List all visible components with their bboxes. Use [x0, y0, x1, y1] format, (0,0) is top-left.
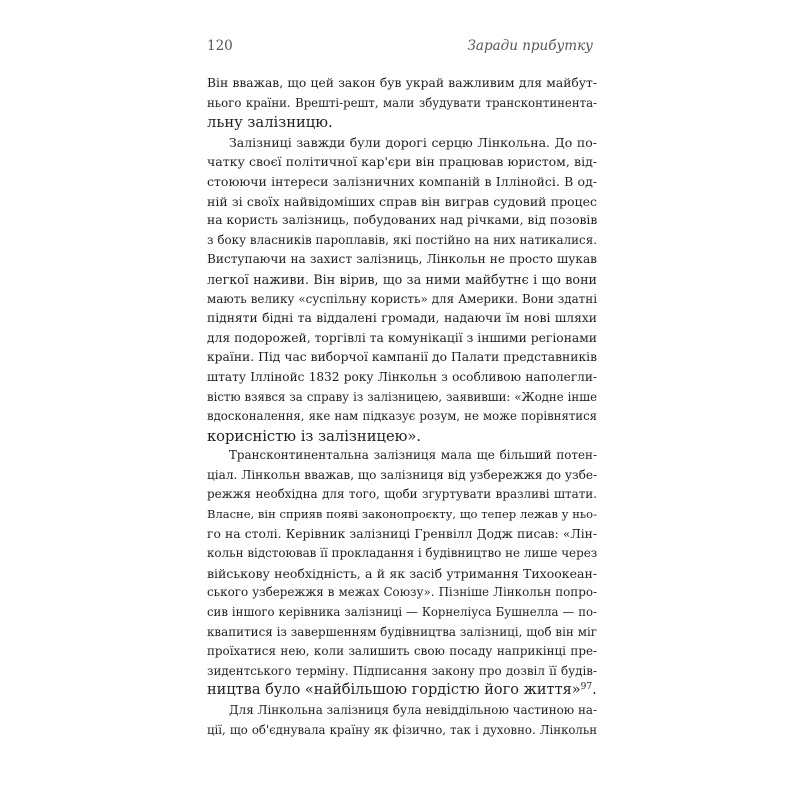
text-line: Залізниці завжди були дорогі серцю Лінкольна. До по- [229, 134, 597, 150]
text-line: мають велику «суспільну користь» для Америки. Вони здатні [207, 291, 597, 306]
text-line: Власне, він сприяв появі законопроєкту, що тепер лежав у ньо- [207, 507, 597, 522]
text-line: Трансконтинентальна залізниця мала ще більший потен- [229, 448, 597, 463]
text-line: штату Іллінойс 1832 року Лінкольн з особливою наполегли- [207, 369, 597, 384]
text-line: сив іншого керівника залізниці — Корнеліуса Бушнелла — по- [207, 605, 597, 620]
text-line: зидентського терміну. Підписання закону про дозвіл її будів- [207, 663, 597, 678]
text-line: країни. Під час виборчої кампанії до Палати представників [207, 350, 597, 365]
page-number: 120 [207, 38, 233, 54]
paragraph [207, 74, 597, 133]
text-line: вдосконалення, яке нам підказує розум, не може порівнятися [207, 409, 597, 424]
text-line: проїхатися нею, коли залишить свою посаду наприкінці пре- [207, 644, 597, 659]
text-line: легкої наживи. Він вірив, що за ними майбутнє і що вони [207, 271, 597, 287]
text-line: для подорожей, торгівлі та комунікації з іншими регіонами [207, 330, 597, 345]
text-line: квапитися із завершенням будівництва залізниці, щоб він міг [207, 624, 597, 639]
text-line: військову необхідність, а й як засіб утримання Тихоокеан- [207, 565, 597, 581]
text-line-content: ництва було «найбільшою гордістю його життя» [207, 682, 581, 699]
text-line: кольн відстоював її прокладання і будівництво не лише через [207, 546, 598, 561]
text-line: режжя необхідна для того, щоби згуртувати вразливі штати. [207, 487, 597, 502]
paragraph [207, 701, 597, 740]
text-line: стоюючи інтереси залізничних компаній в Іллінойсі. В од- [207, 173, 597, 189]
text-line: Виступаючи на захист залізниць, Лінкольн не просто шукав [207, 252, 597, 267]
text-line: підняти бідні та віддалені громади, надаючи їм нові шляхи [207, 311, 597, 326]
paragraph [207, 446, 597, 701]
running-title: Заради прибутку [467, 38, 593, 54]
text-line: нього країни. Врешті-решт, мали збудувати трансконтинента- [207, 95, 597, 110]
text-line: на користь залізниць, побудованих над річками, від позовів [207, 213, 598, 228]
text-line: з боку власників пароплавів, які постійно на них натикалися. [207, 232, 597, 247]
page-header [207, 38, 593, 54]
body-text [207, 74, 597, 740]
text-line: льну залізницю. [207, 114, 333, 132]
text-line: Для Лінкольна залізниця була невіддільною частиною на- [229, 703, 597, 717]
text-line: корисністю із залізницею». [207, 427, 422, 445]
text-line: ній зі своїх найвідоміших справ він виграв судовий процес [207, 193, 597, 209]
text-line: ції, що об'єднувала країну як фізично, так і духовно. Лінкольн [207, 722, 597, 737]
text-line: ського узбережжя в межах Союзу». Пізніше Лінкольн попро- [207, 585, 597, 600]
text-line: го на столі. Керівник залізниці Гренвілл Додж писав: «Лін- [207, 526, 597, 541]
text-line: ціал. Лінкольн вважав, що залізниця від узбережжя до узбе- [207, 467, 598, 482]
text-line: чатку своєї політичної кар'єри він працював юристом, від- [207, 154, 597, 170]
paragraph [207, 133, 597, 447]
footnote-reference: 97 [580, 682, 593, 693]
text-line: Він вважав, що цей закон був украй важливим для майбут- [207, 76, 597, 90]
text-line: ництва було «найбільшою гордістю його життя»$^{97}$. [207, 682, 597, 699]
text-line: вістю взявся за справу із залізницею, заявивши: «Жодне інше [207, 389, 597, 404]
